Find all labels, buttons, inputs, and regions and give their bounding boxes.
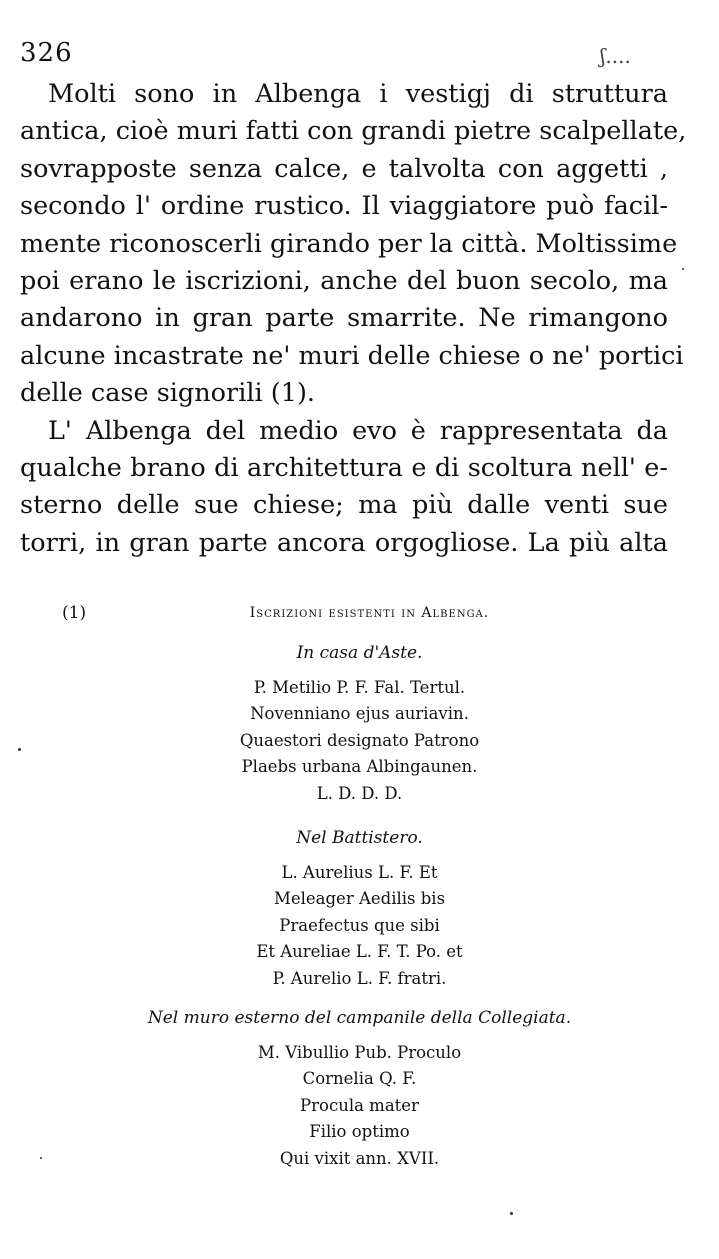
body-line: alcune incastrate ne' muri delle chiese o ne' portici (20, 340, 684, 371)
body-line: mente riconoscerli girando per la città. Moltissime (20, 228, 678, 259)
body-line: antica, cioè muri fatti con grandi pietre scalpellate, (20, 116, 687, 147)
inscription-line: Cornelia Q. F. (302, 1069, 417, 1089)
body-line: qualche brano di architettura e di scoltura nell' e- (20, 453, 668, 484)
inscription-line: P. Metilio P. F. Fal. Tertul. (253, 678, 466, 697)
body-line: andarono in gran parte smarrite. Ne rimangono (20, 303, 668, 334)
body-line: delle case signorili (1). (20, 378, 316, 409)
body-text (20, 76, 687, 562)
inscription-line: L. D. D. D. (316, 783, 403, 803)
inscription-line: Filio optimo (309, 1122, 410, 1142)
ink-speck (40, 1157, 42, 1159)
body-line: torri, in gran parte ancora orgogliose. La più alta (20, 527, 668, 558)
inscription-line: Quaestori designato Patrono (239, 730, 480, 750)
body-line: secondo l' ordine rustico. Il viaggiatore può facil- (20, 191, 668, 222)
section-title: Nel Battistero. (296, 828, 423, 848)
inscription-line: Plaebs urbana Albingaunen. (241, 757, 478, 777)
ink-speck (18, 748, 21, 751)
body-line: Molti sono in Albenga i vestigj di struttura (48, 79, 668, 109)
inscription-line: M. Vibullio Pub. Proculo (257, 1043, 462, 1062)
inscription-line: Procula mater (300, 1095, 419, 1115)
inscription-line: Et Aureliae L. F. T. Po. et (256, 942, 463, 962)
body-line: L' Albenga del medio evo è rappresentata da (48, 415, 668, 446)
inscription-section (0, 641, 719, 807)
inscription-line: Qui vixit ann. XVII. (279, 1148, 440, 1168)
inscription-line: P. Aurelio L. F. fratri. (272, 968, 447, 988)
footnote-heading: Iscrizioni esistenti in Albenga. (249, 605, 490, 621)
inscription-line: Novenniano ejus auriavin. (250, 704, 469, 724)
ink-speck (510, 1212, 513, 1215)
section-title: Nel muro esterno del campanile della Collegiata. (147, 1008, 572, 1028)
section-title: In casa d'Aste. (296, 643, 423, 663)
body-line: poi erano le iscrizioni, anche del buon secolo, ma (20, 266, 668, 297)
body-line: sterno delle sue chiese; ma più dalle venti sue (20, 490, 668, 521)
page-number: 326 (20, 38, 73, 68)
inscription-line: L. Aurelius L. F. Et (281, 863, 438, 882)
body-line: sovrapposte senza calce, e talvolta con aggetti , (20, 153, 668, 184)
inscription-section (0, 826, 719, 992)
inscription-section (0, 1006, 719, 1172)
ink-speck (682, 268, 684, 270)
running-mark: ʃ.... (600, 44, 631, 68)
footnote-marker: (1) (62, 603, 87, 623)
inscription-line: Meleager Aedilis bis (273, 889, 446, 909)
inscription-line: Praefectus que sibi (279, 915, 440, 935)
